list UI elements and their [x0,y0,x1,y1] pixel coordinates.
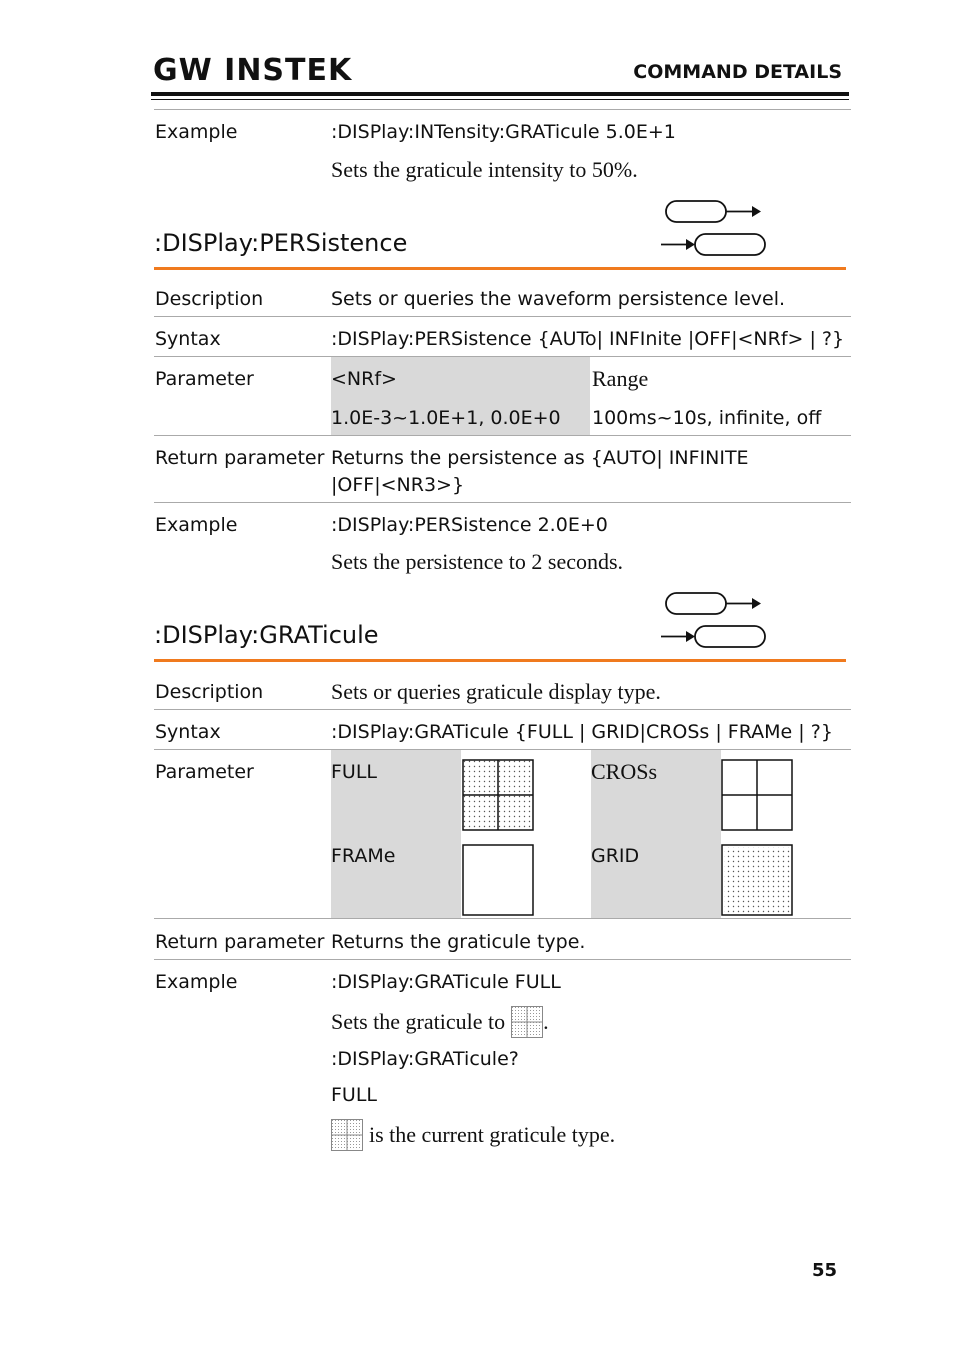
set-command-icon [664,199,764,225]
parameter-header-range: Range [592,366,649,391]
grid-graticule-icon [721,844,793,916]
query-command: :DISPlay:GRATicule? [331,1048,519,1070]
example-label: Example [155,121,238,143]
return-parameter-text: |OFF|<NR3>} [331,474,465,496]
header-rule-thick [151,92,849,96]
divider [154,109,851,110]
full-graticule-icon [511,1006,543,1038]
syntax-text: :DISPlay:PERSistence {AUTo| INFInite |OFF|<NRf> | ?} [331,328,845,350]
section-underline [154,659,846,662]
full-graticule-icon [331,1119,363,1151]
query-command-icon [660,624,770,650]
divider [154,918,851,919]
option-grid-label: GRID [591,845,640,867]
example-command: :DISPlay:INTensity:GRATicule 5.0E+1 [331,121,676,143]
description-text: Sets or queries the waveform persistence level. [331,288,786,310]
example-note: Sets the persistence to 2 seconds. [331,549,624,574]
section-underline [154,267,846,270]
option-cross-label: CROSs [591,759,658,784]
description-label: Description [155,681,264,703]
divider [154,959,851,960]
example-label: Example [155,971,238,993]
divider [154,316,851,317]
parameter-label: Parameter [155,761,254,783]
query-note [331,1119,615,1151]
set-command-icon [664,591,764,617]
description-text: Sets or queries graticule display type. [331,679,661,704]
option-frame-label: FRAMe [331,845,396,867]
cross-graticule-icon [721,759,793,831]
header-rule-thin [151,99,849,100]
example-note: Sets the graticule intensity to 50%. [331,157,638,182]
return-parameter-label: Return parameter [155,931,325,953]
frame-graticule-icon [462,844,534,916]
divider [154,435,851,436]
syntax-label: Syntax [155,721,221,743]
query-response: FULL [331,1084,378,1106]
syntax-label: Syntax [155,328,221,350]
section-heading-graticule: :DISPlay:GRATicule [154,621,379,649]
divider [154,749,851,750]
return-parameter-text: Returns the graticule type. [331,931,586,953]
example-label: Example [155,514,238,536]
page-number: 55 [812,1260,838,1281]
parameter-value-range: 100ms~10s, infinite, off [592,407,822,429]
query-note-text: is the current graticule type. [369,1122,616,1147]
divider [154,709,851,710]
example-note [331,1006,549,1038]
example-command: :DISPlay:PERSistence 2.0E+0 [331,514,608,536]
return-parameter-text: Returns the persistence as {AUTO| INFINITE [331,447,749,469]
example-note-prefix: Sets the graticule to [331,1009,506,1034]
parameter-header-nrf: <NRf> [331,368,397,390]
parameter-label: Parameter [155,368,254,390]
divider [154,502,851,503]
option-full-label: FULL [331,761,378,783]
brand-logo-text: GW INSTEK [153,53,353,88]
brand-logo [153,53,353,88]
full-graticule-icon [462,759,534,831]
section-heading-persistence: :DISPlay:PERSistence [154,229,408,257]
return-parameter-label: Return parameter [155,447,325,469]
example-note-suffix: . [543,1009,549,1034]
description-label: Description [155,288,264,310]
section-title: COMMAND DETAILS [633,61,842,83]
query-command-icon [660,232,770,258]
parameter-value-nrf: 1.0E-3~1.0E+1, 0.0E+0 [331,407,561,429]
syntax-text: :DISPlay:GRATicule {FULL | GRID|CROSs | FRAMe | ?} [331,721,833,743]
example-command: :DISPlay:GRATicule FULL [331,971,561,993]
